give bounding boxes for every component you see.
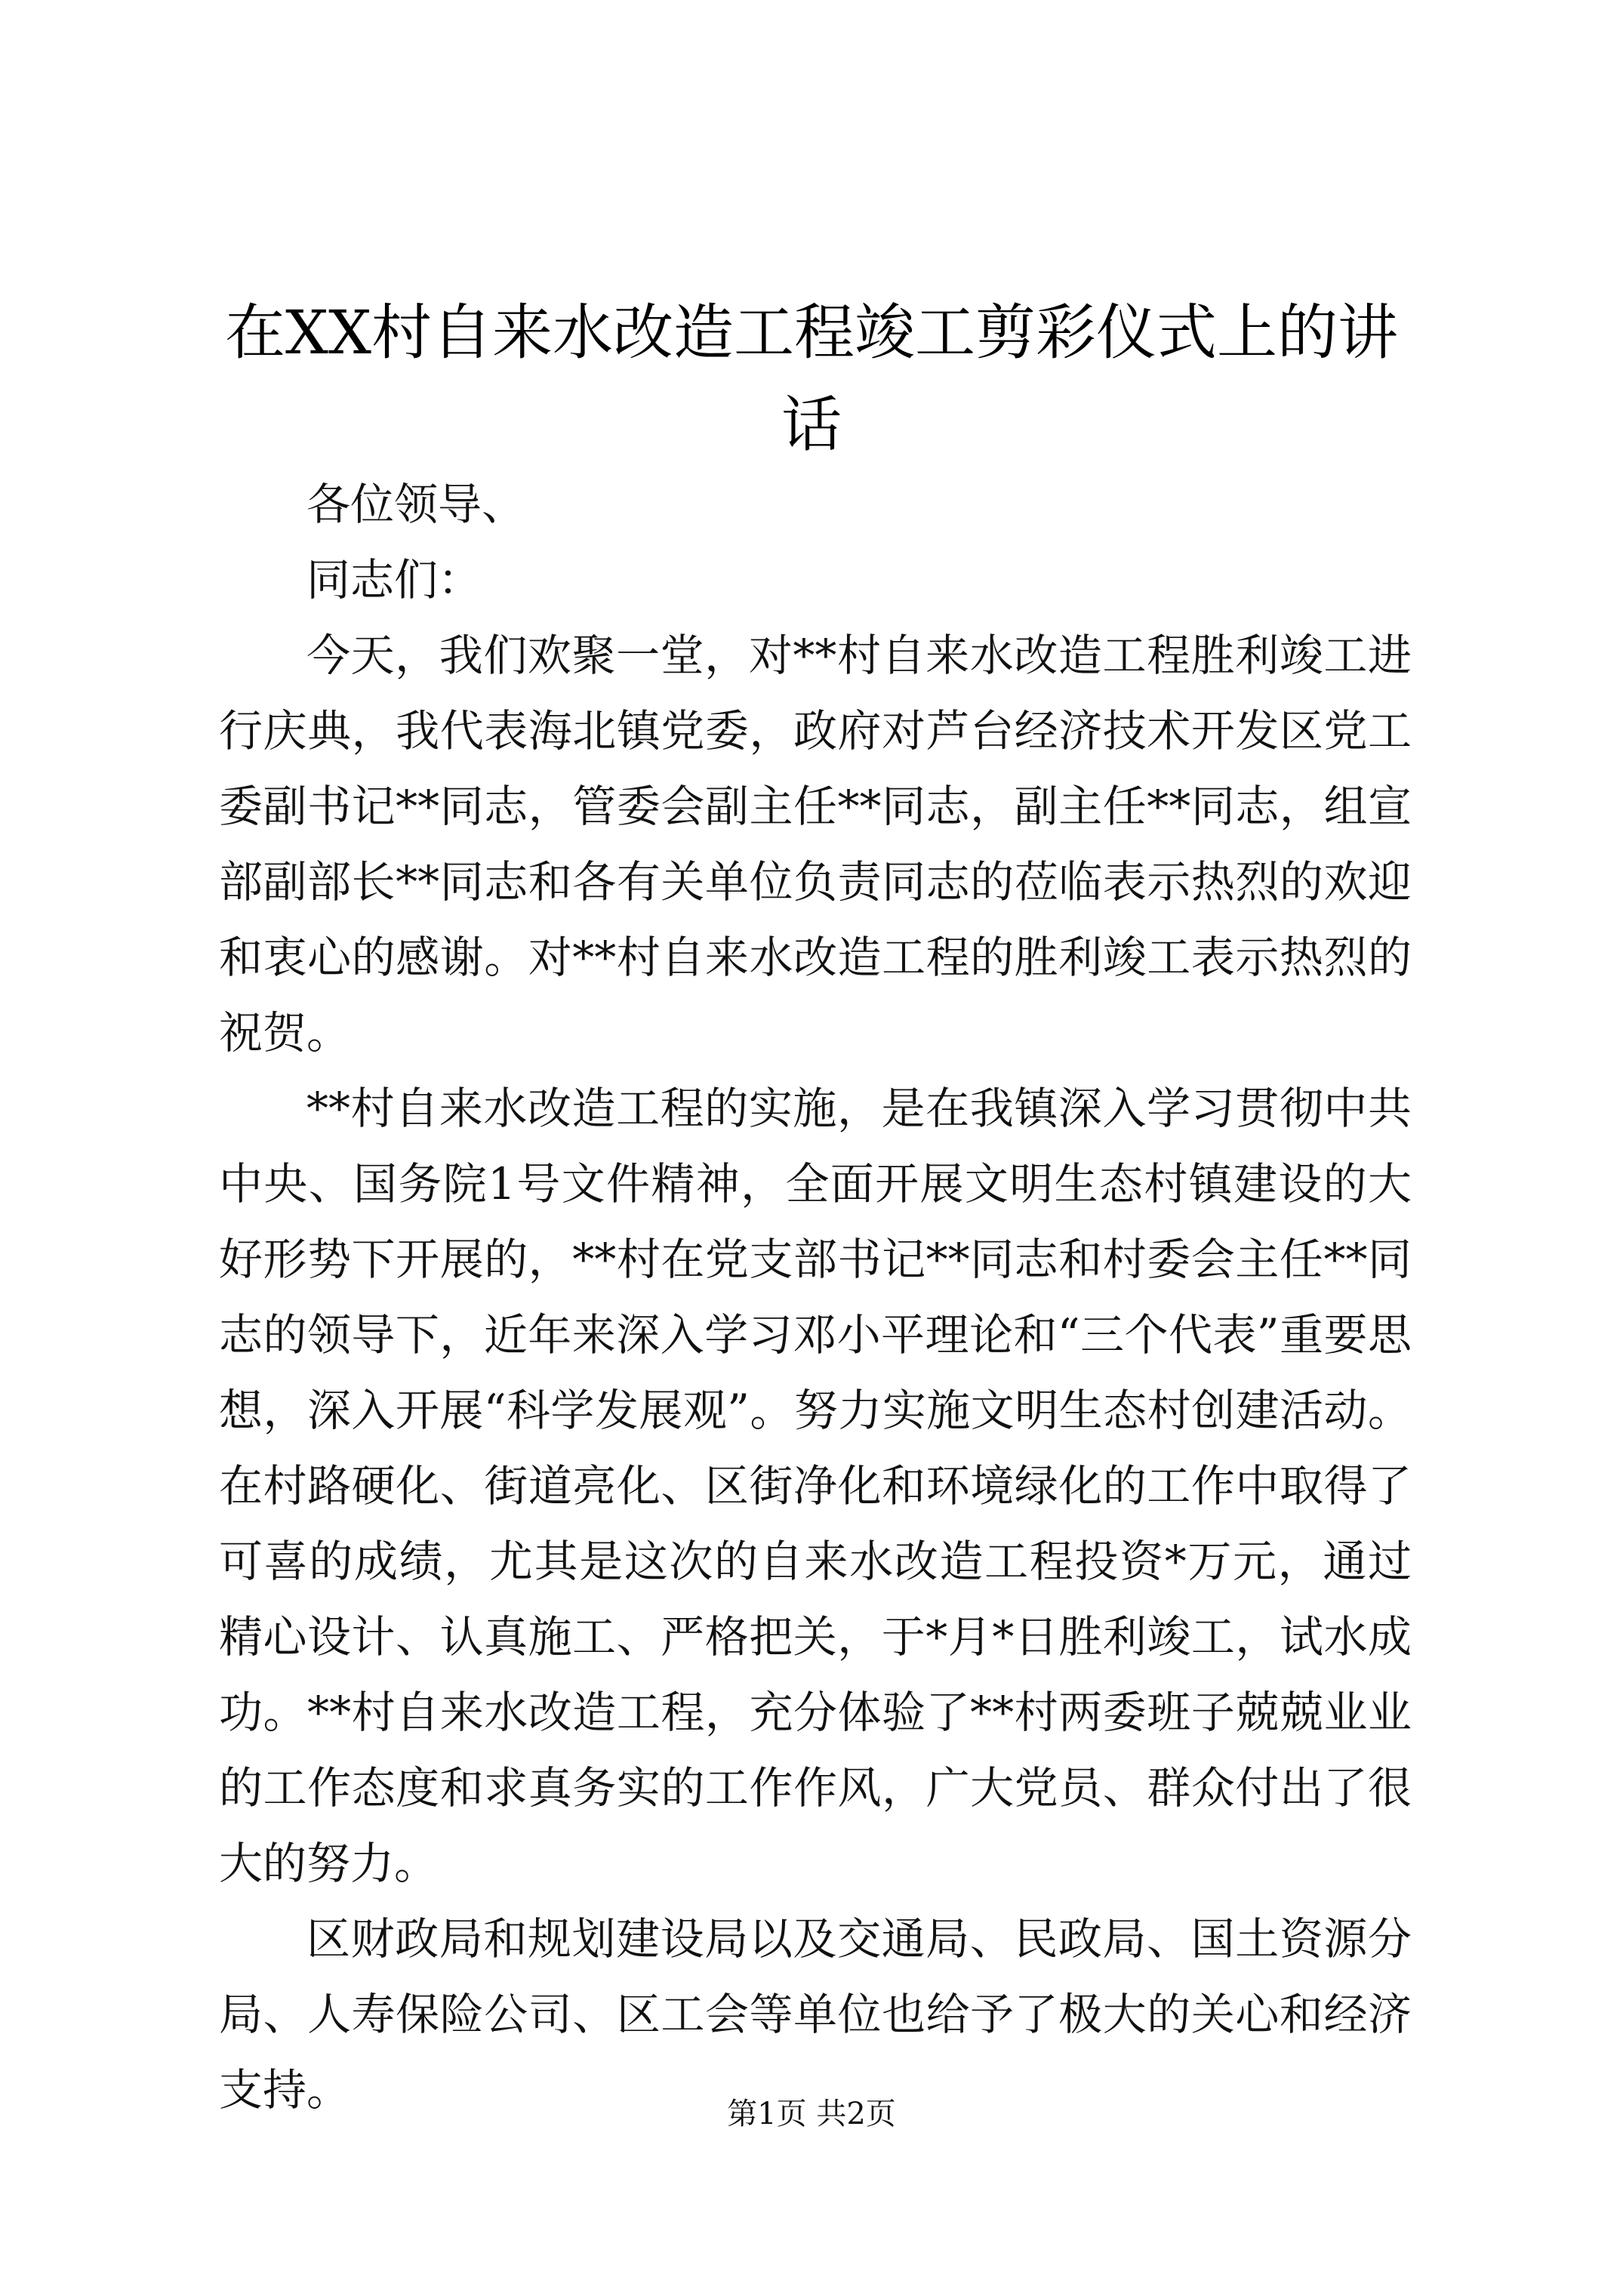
body-paragraph-1: 今天，我们欢聚一堂，对**村自来水改造工程胜利竣工进行庆典，我代表海北镇党委，政府对芦台经济技术开发区党工委副书记**同志，管委会副主任**同志，副主任**同志，组宣部副部长**同志和各有关单位负责同志的莅临表示热烈的欢迎和衷心的感谢。对**村自来水改造工程的胜利竣工表示热烈的祝贺。 — [219, 630, 1412, 1059]
document-body — [219, 467, 1412, 2128]
body-paragraph-2: **村自来水改造工程的实施，是在我镇深入学习贯彻中共中央、国务院1号文件精神，全面开展文明生态村镇建设的大好形势下开展的，**村在党支部书记**同志和村委会主任**同志的领导下，近年来深入学习邓小平理论和“三个代表”重要思想，深入开展“科学发展观”。努力实施文明生态村创建活动。在村路硬化、街道亮化、区街净化和环境绿化的工作中取得了可喜的成绩，尤其是这次的自来水改造工程投资*万元，通过精心设计、认真施工、严格把关，于*月*日胜利竣工，试水成功。**村自来水改造工程，充分体验了**村两委班子兢兢业业的工作态度和求真务实的工作作风，广大党员、群众付出了很大的努力。 — [219, 1083, 1412, 1889]
document-title: 在XX村自来水改造工程竣工剪彩仪式上的讲话 — [225, 297, 1398, 460]
salutation-line-1: 各位领导、 — [306, 479, 526, 530]
salutation-line-2: 同志们： — [306, 554, 482, 606]
page-number-footer: 第1页 共2页 — [727, 2097, 896, 2131]
body-paragraph-3: 区财政局和规划建设局以及交通局、民政局、国土资源分局、人寿保险公司、区工会等单位也给予了极大的关心和经济支持。 — [219, 1913, 1412, 2116]
